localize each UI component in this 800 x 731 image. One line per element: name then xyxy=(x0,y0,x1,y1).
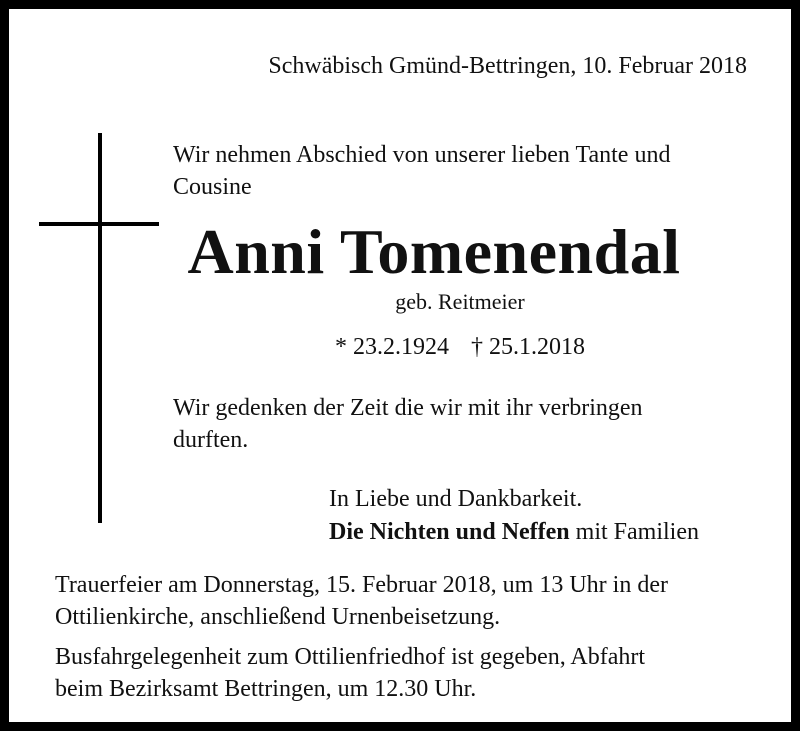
intro-text xyxy=(173,139,773,203)
bus-line-2: beim Bezirksamt Bettringen, um 12.30 Uhr. xyxy=(55,676,477,702)
birth-date: * 23.2.1924 xyxy=(335,334,449,360)
bus-line-1: Busfahrgelegenheit zum Ottilienfriedhof ist gegeben, Abfahrt xyxy=(55,644,646,670)
intro-line-2: Cousine xyxy=(173,174,252,200)
funeral-line-2: Ottilienkirche, anschließend Urnenbeisetzung. xyxy=(55,604,501,630)
intro-line-1: Wir nehmen Abschied von unserer lieben Tante und xyxy=(173,142,671,168)
funeral-line-1: Trauerfeier am Donnerstag, 15. Februar 2018, um 13 Uhr in der xyxy=(55,572,668,598)
bus-info xyxy=(55,641,775,705)
remember-line-1: Wir gedenken der Zeit die wir mit ihr verbringen xyxy=(173,395,643,421)
closing-block xyxy=(329,483,699,549)
deceased-name: Anni Tomenendal xyxy=(187,216,681,287)
place-date: Schwäbisch Gmünd-Bettringen, 10. Februar 2018 xyxy=(268,53,747,79)
cross-icon xyxy=(98,133,102,523)
life-dates xyxy=(9,334,791,361)
closing-text: In Liebe und Dankbarkeit. xyxy=(329,486,583,512)
signers: Die Nichten und Neffen xyxy=(329,519,570,545)
signers-suffix: mit Familien xyxy=(569,519,699,545)
remember-line-2: durften. xyxy=(173,427,249,453)
funeral-info xyxy=(55,569,775,633)
signers-line xyxy=(329,516,699,549)
death-date: † 25.1.2018 xyxy=(471,334,585,360)
maiden-name: geb. Reitmeier xyxy=(395,289,525,314)
remembrance-text xyxy=(173,392,773,456)
